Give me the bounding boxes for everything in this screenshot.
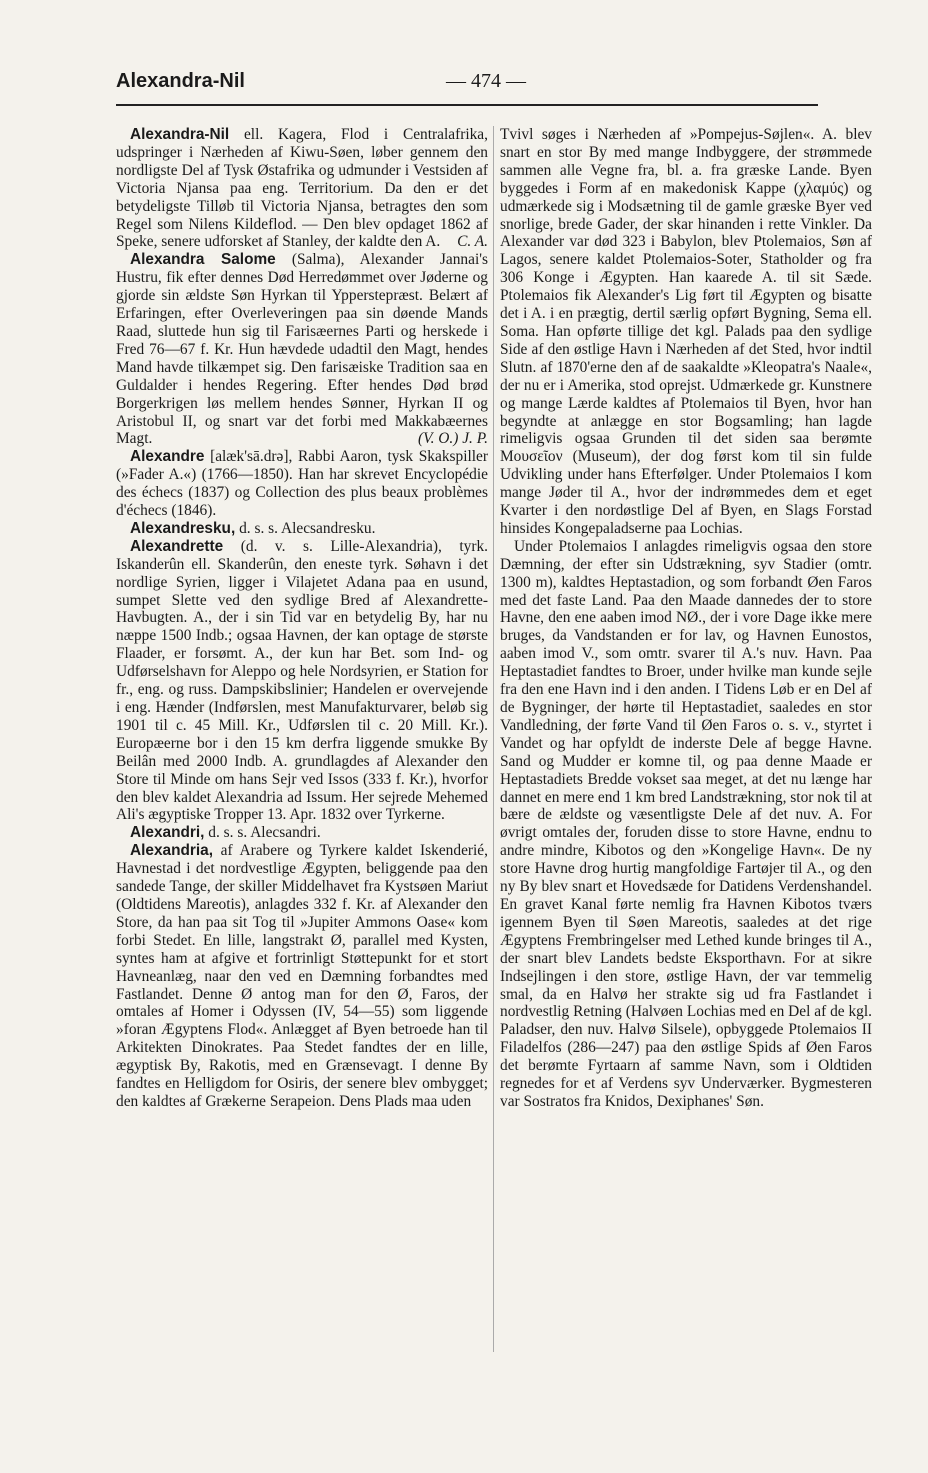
alexandria-continued-paragraph: Tvivl søges i Nærheden af »Pompejus-Søjlen«. A. blev snart en stor By med mange Indbyggere, der strømmede sammen alle Vegne fra, bl. a. fra græske Lande. Byen byggedes i Form af en makedonisk Kappe (χλαμύς) og udmærkede sig i Modsætning til de gamle græske Byer ved snorlige, brede Gader, der skar hinanden i rette Vinkler. Da Alexander var død 323 i Babylon, blev Ptolemaios, Søn af Lagos, senere kaldet Ptolemaios-Soter, Statholder og fra 306 Konge i Ægypten. Han kaarede A. til sit Sæde. Ptolemaios fik Alexander's Lig ført til Ægypten og bisatte det i A. i en prægtig, dertil særlig opført Bygning, Sema ell. Soma. Han opførte tillige det kgl. Palads paa den sydlige Side af den østlige Havn i Nærheden af det Sted, hvor indtil Slutn. af 1870'erne den af de saakaldte »Kleopatra's Naale«, der nu er i Amerika, stod oprejst. Udmærkede gr. Kunstnere og mange Lærde kaldtes af Ptolemaios til Byen, hvor han begyndte at anlægge en stor Bogsamling; han lagde rimeligvis ogsaa Grunden til det siden saa berømte Μουσεῖον (Museum), der dog først kom til sin fulde Udvikling under hans Efterfølger. Under Ptolemaios I kom mange Jøder til A., hvor der indrømmedes dem et eget Kvarter i den nordøstlige Del af Byen, en Slags Forstad hinsides Kongepaladserne paa Lochias. <box>500 126 872 537</box>
entry-text: af Arabere og Tyrkere kaldet Iskenderié, Havnestad i det nordvestlige Ægypten, beliggende paa den sandede Tange, der skiller Middelhavet fra Kystsøen Mariut (Oldtidens Mareotis), anlagdes 332 f. Kr. af Alexander den Store, da han paa sit Tog til »Jupiter Ammons Oase« kom forbi Stedet. En lille, langstrakt Ø, parallel med Kysten, syntes ham at afgive et fortrinligt Støttepunkt for et stort Havneanlæg, naar den ved en Dæmning forbandtes med Fastlandet. Denne Ø antog man for den Ø, Faros, der omtales af Homer i Odyssen (IV, 54—55) som liggende »foran Ægyptens Flod«. Anlægget af Byen betroede han til Arkitekten Dinokrates. Paa Stedet fandtes der en lille, ægyptisk By, Rakotis, med en Grænsevagt. I denne By fandtes en Helligdom for Osiris, der senere blev ombygget; den kaldtes af Grækerne Serapeion. Dens Plads maa uden <box>116 842 488 1110</box>
author-signature: (V. O.) J. P. <box>418 430 488 448</box>
entry-alexandre <box>116 448 488 520</box>
page-header <box>116 70 816 102</box>
entry-headword: Alexandra Salome <box>130 251 276 269</box>
column-divider <box>493 126 494 1352</box>
left-column <box>116 126 488 1111</box>
entry-headword: Alexandria, <box>130 842 213 860</box>
entry-text: (Salma), Alexander Jannai's Hustru, fik efter dennes Død Herredømmet over Jøderne og gjorde sin ældste Søn Hyrkan til Ypperstepræst. Belært af Erfaringen, efter Overleveringen paa sin døende Mands Raad, sluttede hun sig til Farisæernes Parti og herskede i Fred 76—67 f. Kr. Hun hævdede udadtil den Magt, hendes Mand havde tilkæmpet sig. Den farisæiske Tradition saa en Guldalder i hendes Regering. Efter hendes Død brød Borgerkrigen løs mellem hendes Sønner, Hyrkan II og Aristobul II, og snart var det forbi med Makkabæernes Magt. <box>116 251 488 448</box>
entry-headword: Alexandrette <box>130 537 224 555</box>
page-number: — 474 — <box>446 70 526 92</box>
running-head: Alexandra-Nil <box>116 70 245 92</box>
alexandria-heptastadion-paragraph: Under Ptolemaios I anlagdes rimeligvis ogsaa den store Dæmning, der efter sin Udstrækning, syv Stadier (omtr. 1300 m), kaldtes Heptastadion, og som forbandt Øen Faros med det faste Land. Paa den Maade dannedes der to store Havne, den ene aaben imod NØ., der i vore Dage ikke mere bruges, da Vandstanden er for lav, og Havnen Eunostos, aaben imod V., som omtr. svarer til A.'s nuv. Havn. Paa Heptastadiet fandtes to Broer, under hvilke man kunde sejle fra den ene Havn ind i den anden. I Tidens Løb er en Del af de Bygninger, der hørte til Heptastadiet, saaledes en stor Vandledning, der førte Vand til Øen Faros o. s. v., styrtet i Vandet og har opfyldt de inderste Dele af begge Havne. Sand og Mudder er komne til, og paa denne Maade er Heptastadiets Bredde vokset saa meget, at det nu længe har dannet en mere end 1 km bred Landstrækning, stor nok til at bære de ældste og væsentligste Dele af det nuv. A. For øvrigt omtales der, foruden disse to store Havne, endnu to andre mindre, Kibotos og den »Kongelige Havn«. De ny store Havne drog hurtig mangfoldige Fartøjer til A., og den ny By blev snart et Hovedsæde for Datidens Verdenshandel. En gravet Kanal førte nemlig fra Havnen Kibotos tværs igennem Byen til Søen Mareotis, saaledes at det rige Ægyptens Frembringelser med Lethed kunde bringes til A., der snart blev Landets bedste Eksporthavn. For at sikre Indsejlingen i den store, østlige Havn, der var temmelig smal, da en Halvø her strakte sig ud fra Fastlandet i nordvestlig Retning (Halvøen Lochias med en Del af de kgl. Paladser, den nuv. Halvø Silsele), opbyggede Ptolemaios II Filadelfos (286—247) paa den østlige Spids af Øen Faros det berømte Fyrtaarn af samme Navn, som i Oldtiden regnedes for et af Verdens syv Underværker. Bygmesteren var Sostratos fra Knidos, Dexiphanes' Søn. <box>500 537 872 1110</box>
author-signature: C. A. <box>457 233 488 251</box>
entry-text: ell. Kagera, Flod i Centralafrika, udspringer i Nærheden af Kiwu-Søen, løber gennem den nordligste Del af Tysk Østafrika og udmunder i Vestsiden af Victoria Njansa paa eng. Territorium. Da den er det betydeligste Tilløb til Victoria Njansa, betragtes den som Regel som Nilens Kildeflod. — Den blev opdaget 1862 af Speke, senere udforsket af Stanley, der kaldte den A. <box>116 126 488 251</box>
entry-alexandra-nil <box>116 126 488 251</box>
entry-text: (d. v. s. Lille-Alexandria), tyrk. Iskanderûn ell. Skanderûn, den eneste tyrk. Søhavn i det nordlige Syrien, ligger i Vilajetet Adana paa en usund, sumpet Slette ved den sydlige Bred af Alexandrette-Havbugten. A., der i sin Tid var en betydelig By, har nu næppe 1500 Indb.; ogsaa Havnen, der kan optage de største Flaader, er forsømt. A., der kun har Bet. som Ind- og Udførselshavn for Aleppo og hele Nordsyrien, er Station for fr., eng. og russ. Dampskibslinier; Handelen er overvejende i eng. Hænder (Indførslen, mest Manufakturvarer, beløb sig 1901 til c. 45 Mill. Kr., Udførslen til c. 20 Mill. Kr.). Europæerne bor i den 15 km derfra liggende smukke By Beilân med 2000 Indb. A. grundlagdes af Alexander den Store til Minde om hans Sejr ved Issos (333 f. Kr.), hvorfor den blev kaldet Alexandria ad Issum. Her sejrede Mehemed Ali's ægyptiske Tropper 13. Apr. 1832 over Tyrkerne. <box>116 537 488 824</box>
entry-alexandresku <box>116 520 488 538</box>
entry-text: d. s. s. Alecsandresku. <box>239 519 376 537</box>
entry-alexandrette <box>116 538 488 825</box>
entry-headword: Alexandra-Nil <box>130 126 230 143</box>
entry-alexandri <box>116 824 488 842</box>
entry-text: d. s. s. Alecsandri. <box>208 824 321 842</box>
entry-alexandria <box>116 842 488 1111</box>
entry-headword: Alexandresku, <box>130 519 236 537</box>
entry-alexandra-salome <box>116 251 488 448</box>
header-rule <box>116 104 818 106</box>
entry-text: [alæk'sā.drə], Rabbi Aaron, tysk Skakspiller (»Fader A.«) (1766—1850). Han har skrevet Encyclopédie des échecs (1837) og Collection des plus beaux problèmes d'échecs (1846). <box>116 448 488 520</box>
entry-headword: Alexandre <box>130 448 205 466</box>
right-column <box>500 126 872 1111</box>
entry-headword: Alexandri, <box>130 824 205 842</box>
